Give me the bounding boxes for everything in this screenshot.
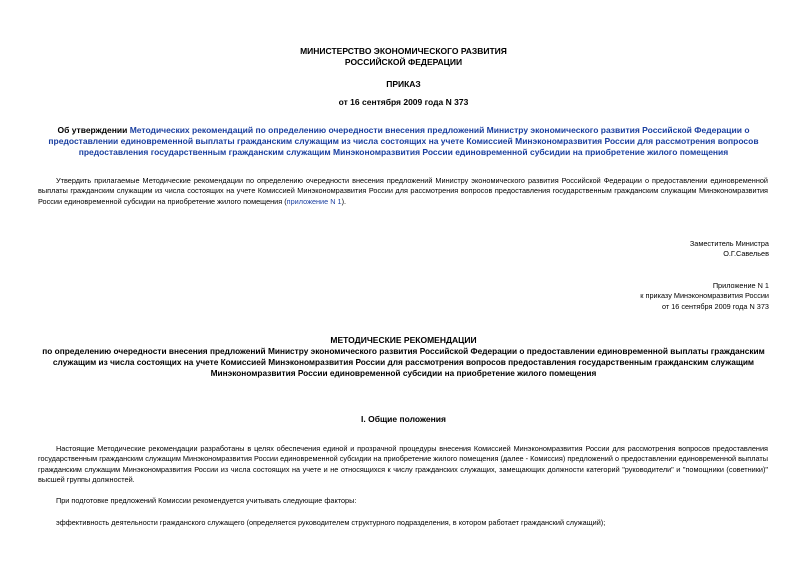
doc-type: ПРИКАЗ	[386, 79, 421, 89]
intro-suffix: ).	[341, 196, 347, 206]
ministry-line-1: МИНИСТЕРСТВО ЭКОНОМИЧЕСКОГО РАЗВИТИЯ	[300, 46, 507, 56]
section-1-paragraph-1: Настоящие Методические рекомендации разработаны в целях обеспечения единой и прозрачной процедуры внесения Комиссией Минэкономразвития России для рассмотрения вопросов предоставления государственным гражданским служащим Минэкономразвития России единовременной субсидии на приобретение жилого помещения (далее - Комиссия) предложений о предоставлении единовременной выплаты гражданским служащим Минэкономразвития России из числа состоящих на учете и не относящихся к числу гражданских служащих, замещающих должности категорий "руководители" и "помощники (советники)" высшей группы должностей.	[38, 444, 768, 484]
order-title-prefix: Об утверждении	[57, 125, 130, 135]
section-1-paragraph-3: эффективность деятельности гражданского служащего (определяется руководителем структурного подразделения, в котором работает гражданский служащий);	[56, 518, 606, 527]
signature-position: Заместитель Министра	[689, 239, 769, 248]
section-1-paragraph-2: При подготовке предложений Комиссии рекомендуется учитывать следующие факторы:	[56, 496, 357, 505]
signature-name: О.Г.Савельев	[723, 249, 769, 259]
order-title	[38, 125, 769, 159]
intro-text: Утвердить прилагаемые Методические рекомендации по определению очередности внесения предложений Министру экономического развития Российской Федерации о предоставлении единовременной выплаты гражданским служащим из числа состоящих на учете Комиссией Минэкономразвития России для рассмотрения вопросов предоставления государственным гражданским служащим Минэкономразвития России единовременной субсидии на приобретение жилого помещения (	[38, 176, 768, 206]
appendix-block	[640, 281, 769, 312]
appendix-line-1: Приложение N 1	[712, 281, 769, 290]
appendix-line-3: от 16 сентября 2009 года N 373	[661, 301, 769, 311]
ministry-name	[0, 46, 807, 68]
recommendations-heading: МЕТОДИЧЕСКИЕ РЕКОМЕНДАЦИИ	[330, 335, 477, 345]
intro-paragraph	[38, 176, 768, 207]
section-1-heading: I. Общие положения	[361, 414, 446, 424]
order-title-link[interactable]: Методических рекомендаций по определению очередности внесения предложений Министру экономического развития Российской Федерации о предоставлении единовременной выплаты гражданским служащим из числа состоящих на учете Комиссией Минэкономразвития России для рассмотрения вопросов предоставления государственным гражданским служащим Минэкономразвития России единовременной субсидии на приобретение жилого помещения	[48, 125, 759, 158]
recommendations-subheading: по определению очередности внесения предложений Министру экономического развития Российской Федерации о предоставлении единовременной выплаты гражданским служащим из числа состоящих на учете Комиссией Минэкономразвития России для рассмотрения вопросов предоставления государственным гражданским служащим Минэкономразвития России единовременной субсидии на приобретение жилого помещения	[42, 346, 765, 379]
appendix-line-2: к приказу Минэкономразвития России	[640, 291, 769, 301]
ministry-line-2: РОССИЙСКОЙ ФЕДЕРАЦИИ	[344, 57, 463, 67]
signature-block	[690, 239, 769, 260]
appendix-link[interactable]: приложение N 1	[286, 196, 342, 206]
doc-date: от 16 сентября 2009 года N 373	[338, 97, 469, 107]
